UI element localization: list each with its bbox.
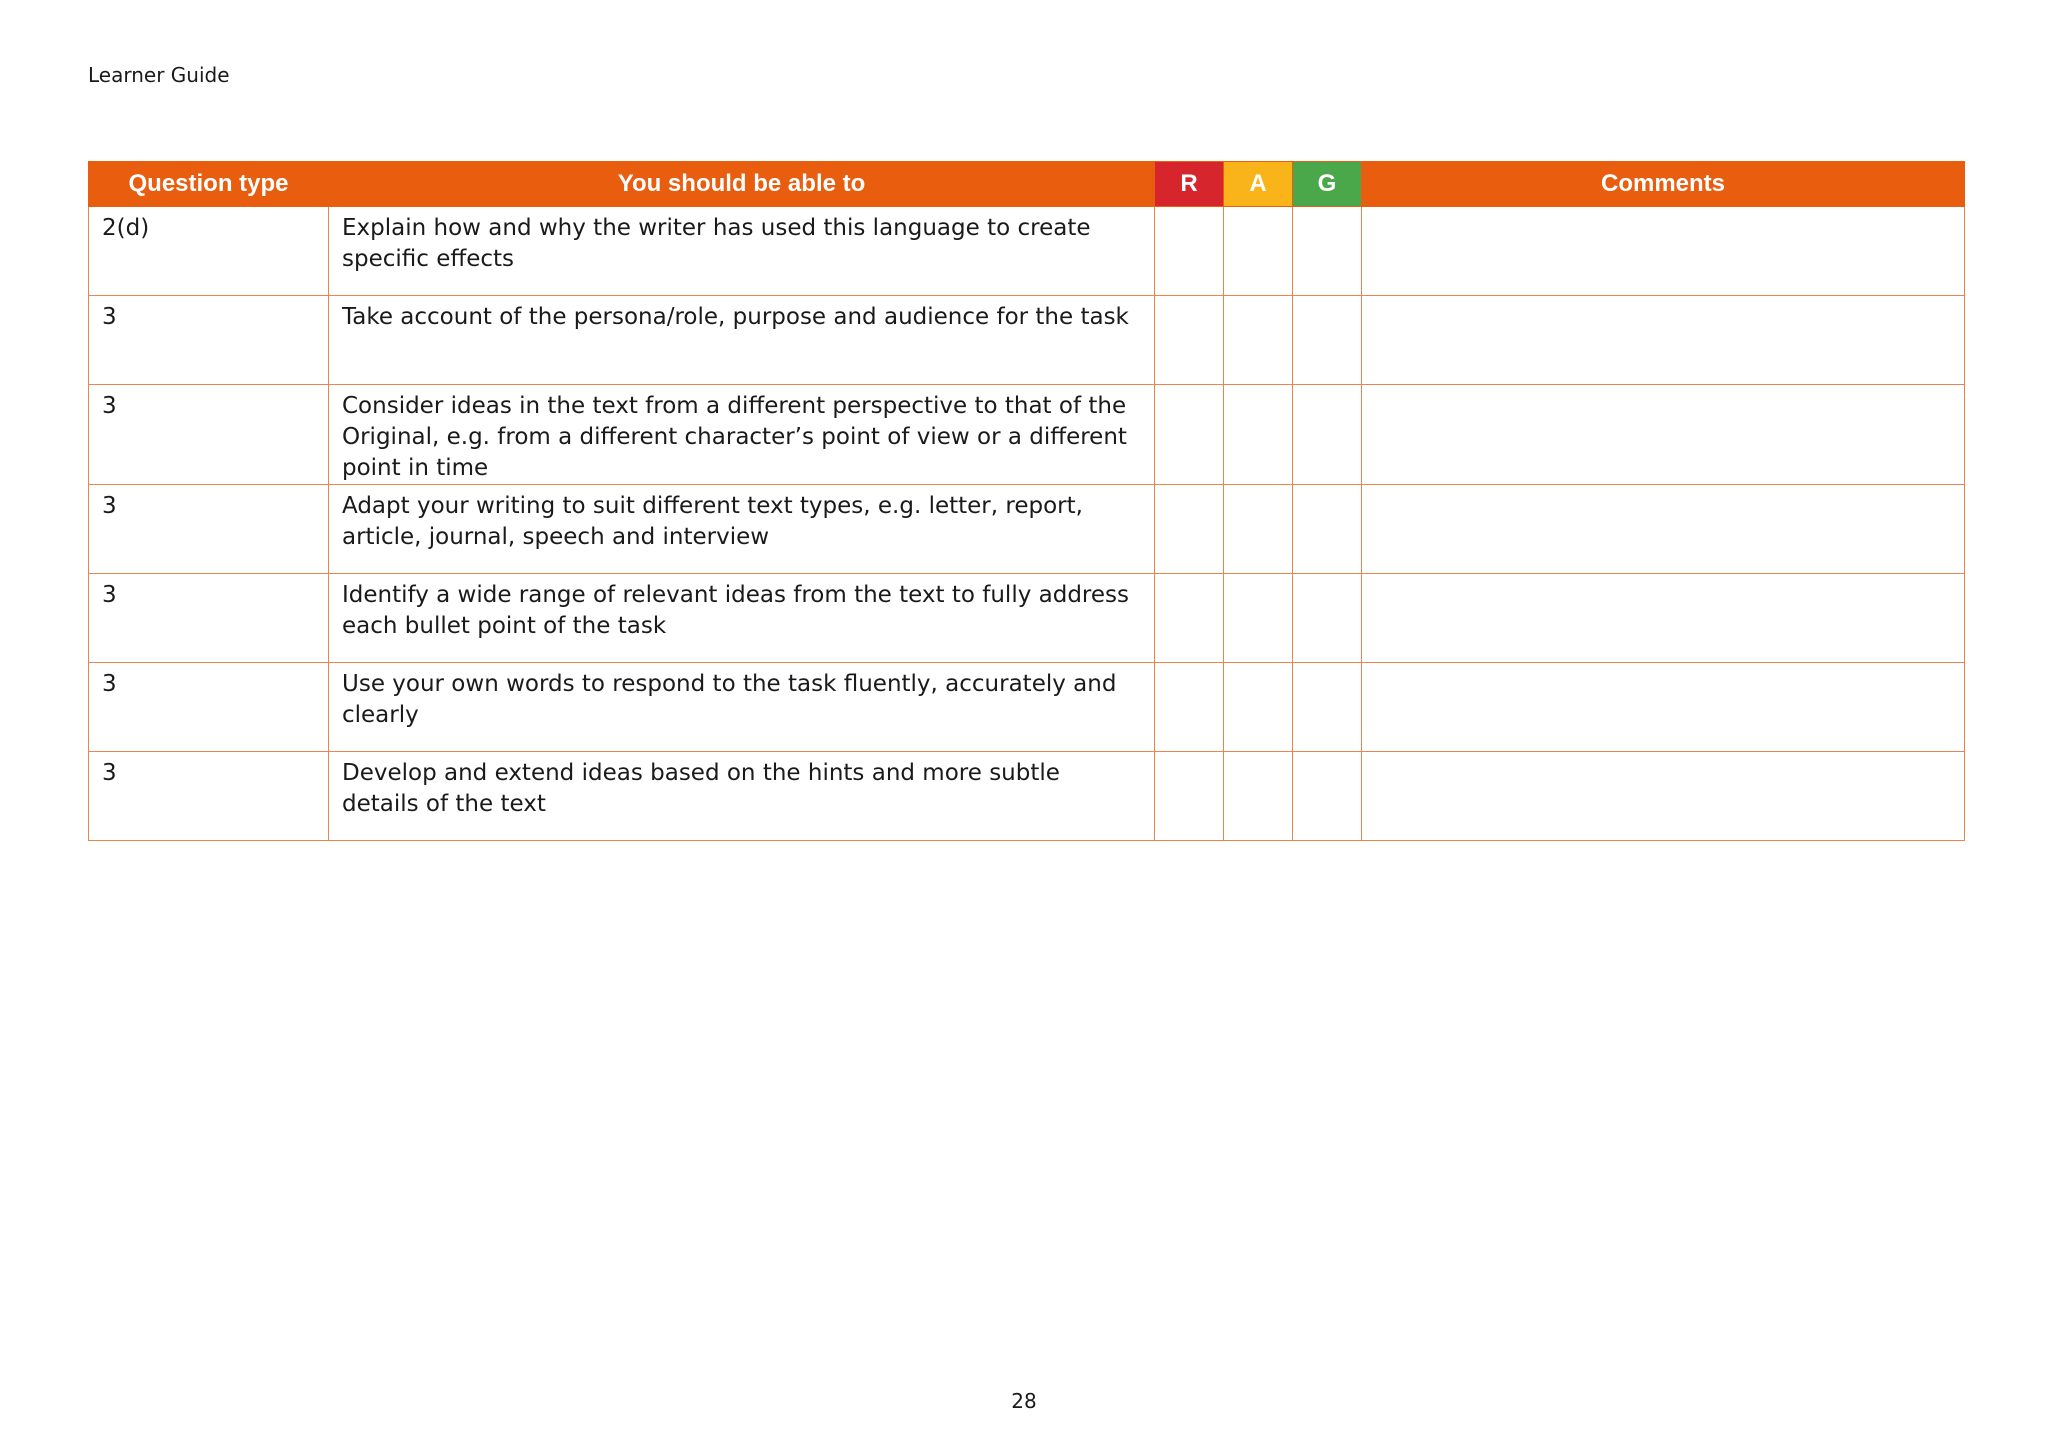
column-header-green: G [1293, 162, 1362, 207]
green-rating-cell[interactable] [1293, 663, 1362, 752]
comments-cell[interactable] [1362, 385, 1965, 485]
green-rating-cell[interactable] [1293, 485, 1362, 574]
red-rating-cell[interactable] [1155, 485, 1224, 574]
red-rating-cell[interactable] [1155, 296, 1224, 385]
question-type-cell: 3 [89, 385, 329, 485]
green-rating-cell[interactable] [1293, 574, 1362, 663]
column-header-red: R [1155, 162, 1224, 207]
amber-rating-cell[interactable] [1224, 207, 1293, 296]
column-header-you-should-be-able-to: You should be able to [329, 162, 1155, 207]
comments-cell[interactable] [1362, 752, 1965, 841]
question-type-cell: 3 [89, 574, 329, 663]
running-header: Learner Guide [88, 63, 230, 87]
column-header-amber: A [1224, 162, 1293, 207]
amber-rating-cell[interactable] [1224, 296, 1293, 385]
green-rating-cell[interactable] [1293, 752, 1362, 841]
comments-cell[interactable] [1362, 485, 1965, 574]
comments-cell[interactable] [1362, 296, 1965, 385]
red-rating-cell[interactable] [1155, 663, 1224, 752]
amber-rating-cell[interactable] [1224, 752, 1293, 841]
question-type-cell: 3 [89, 485, 329, 574]
question-type-cell: 3 [89, 663, 329, 752]
skill-description-cell: Develop and extend ideas based on the hints and more subtle details of the text [329, 752, 1155, 841]
rag-checklist-table [88, 161, 1965, 841]
question-type-cell: 3 [89, 296, 329, 385]
column-header-question-type: Question type [89, 162, 329, 207]
skill-description-cell: Adapt your writing to suit different text types, e.g. letter, report, article, journal, speech and interview [329, 485, 1155, 574]
table-row [89, 296, 1965, 385]
red-rating-cell[interactable] [1155, 752, 1224, 841]
table-row [89, 752, 1965, 841]
table-row [89, 663, 1965, 752]
skill-description-cell: Identify a wide range of relevant ideas from the text to fully address each bullet point of the task [329, 574, 1155, 663]
skill-description-cell: Use your own words to respond to the task fluently, accurately and clearly [329, 663, 1155, 752]
comments-cell[interactable] [1362, 663, 1965, 752]
question-type-cell: 3 [89, 752, 329, 841]
green-rating-cell[interactable] [1293, 207, 1362, 296]
comments-cell[interactable] [1362, 207, 1965, 296]
skill-description-cell: Consider ideas in the text from a different perspective to that of the Original, e.g. from a different character’s point of view or a different point in time [329, 385, 1155, 485]
table-row [89, 207, 1965, 296]
table-row [89, 574, 1965, 663]
red-rating-cell[interactable] [1155, 385, 1224, 485]
amber-rating-cell[interactable] [1224, 385, 1293, 485]
table-row [89, 485, 1965, 574]
red-rating-cell[interactable] [1155, 207, 1224, 296]
skill-description-cell: Take account of the persona/role, purpose and audience for the task [329, 296, 1155, 385]
page-number: 28 [1011, 1389, 1037, 1413]
amber-rating-cell[interactable] [1224, 574, 1293, 663]
green-rating-cell[interactable] [1293, 296, 1362, 385]
skill-description-cell: Explain how and why the writer has used this language to create specific effects [329, 207, 1155, 296]
red-rating-cell[interactable] [1155, 574, 1224, 663]
amber-rating-cell[interactable] [1224, 663, 1293, 752]
table-row [89, 385, 1965, 485]
question-type-cell: 2(d) [89, 207, 329, 296]
table-header-row [89, 162, 1965, 207]
column-header-comments: Comments [1362, 162, 1965, 207]
green-rating-cell[interactable] [1293, 385, 1362, 485]
amber-rating-cell[interactable] [1224, 485, 1293, 574]
comments-cell[interactable] [1362, 574, 1965, 663]
